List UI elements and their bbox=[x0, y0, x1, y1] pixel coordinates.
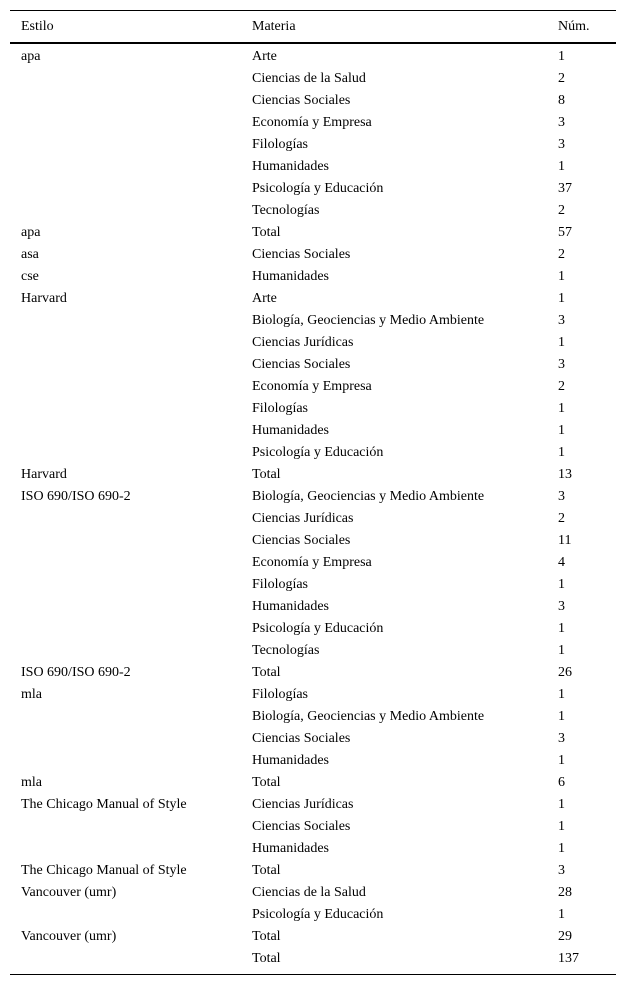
table-row bbox=[10, 310, 616, 332]
table-row bbox=[10, 838, 616, 860]
cell-num: 3 bbox=[558, 863, 565, 878]
cell-estilo bbox=[10, 574, 241, 596]
table-row bbox=[10, 684, 616, 706]
cell-estilo: Vancouver (umr) bbox=[21, 885, 117, 900]
cell-estilo bbox=[10, 750, 241, 772]
cell-estilo: ISO 690/ISO 690-2 bbox=[21, 489, 131, 504]
table-row bbox=[10, 398, 616, 420]
cell-num: 1 bbox=[558, 401, 565, 416]
table-row bbox=[10, 552, 616, 574]
cell-materia: Humanidades bbox=[252, 599, 329, 614]
cell-num: 1 bbox=[558, 335, 565, 350]
table-row bbox=[10, 376, 616, 398]
table-header bbox=[10, 11, 616, 44]
table-row bbox=[10, 178, 616, 200]
table-row bbox=[10, 288, 616, 310]
cell-estilo: mla bbox=[21, 775, 42, 790]
table-row bbox=[10, 464, 616, 486]
cell-estilo: Harvard bbox=[21, 467, 67, 482]
table-row bbox=[10, 728, 616, 750]
cell-materia: Humanidades bbox=[252, 423, 329, 438]
cell-materia: Filologías bbox=[252, 401, 309, 416]
table-row bbox=[10, 860, 616, 882]
table-row bbox=[10, 68, 616, 90]
table-row bbox=[10, 90, 616, 112]
cell-num: 1 bbox=[558, 577, 565, 592]
cell-estilo bbox=[10, 552, 241, 574]
table-row bbox=[10, 200, 616, 222]
header-materia: Materia bbox=[252, 18, 296, 34]
cell-num: 1 bbox=[558, 159, 565, 174]
cell-estilo bbox=[10, 706, 241, 728]
cell-num: 28 bbox=[558, 885, 572, 900]
cell-estilo: cse bbox=[21, 269, 39, 284]
cell-num: 4 bbox=[558, 555, 565, 570]
cell-estilo bbox=[10, 354, 241, 376]
cell-materia: Filologías bbox=[252, 137, 309, 152]
header-row bbox=[10, 11, 616, 44]
table-row bbox=[10, 772, 616, 794]
cell-materia: Ciencias Jurídicas bbox=[252, 335, 354, 350]
cell-materia: Arte bbox=[252, 49, 277, 64]
cell-num: 1 bbox=[558, 621, 565, 636]
cell-materia: Total bbox=[252, 225, 281, 240]
cell-estilo bbox=[10, 134, 241, 156]
cell-num: 2 bbox=[558, 71, 565, 86]
cell-num: 1 bbox=[558, 445, 565, 460]
cell-num: 37 bbox=[558, 181, 572, 196]
cell-estilo bbox=[10, 420, 241, 442]
cell-estilo bbox=[10, 310, 241, 332]
table-row bbox=[10, 222, 616, 244]
cell-materia: Arte bbox=[252, 291, 277, 306]
cell-estilo: The Chicago Manual of Style bbox=[21, 797, 187, 812]
cell-num: 1 bbox=[558, 291, 565, 306]
table-row bbox=[10, 706, 616, 728]
cell-num: 2 bbox=[558, 511, 565, 526]
cell-num: 3 bbox=[558, 599, 565, 614]
table-row bbox=[10, 904, 616, 926]
table-row bbox=[10, 332, 616, 354]
cell-materia: Total bbox=[252, 951, 281, 966]
table-row bbox=[10, 926, 616, 948]
cell-materia: Tecnologías bbox=[252, 643, 320, 658]
cell-materia: Humanidades bbox=[252, 159, 329, 174]
cell-materia: Psicología y Educación bbox=[252, 445, 384, 460]
cell-materia: Filologías bbox=[252, 687, 309, 702]
cell-materia: Total bbox=[252, 863, 281, 878]
cell-num: 1 bbox=[558, 269, 565, 284]
table-row bbox=[10, 420, 616, 442]
cell-materia: Total bbox=[252, 775, 281, 790]
cell-estilo bbox=[10, 332, 241, 354]
cell-materia: Ciencias Jurídicas bbox=[252, 797, 354, 812]
cell-estilo bbox=[10, 948, 241, 975]
table-row bbox=[10, 244, 616, 266]
cell-materia: Ciencias Sociales bbox=[252, 533, 351, 548]
cell-estilo bbox=[10, 442, 241, 464]
header-num: Núm. bbox=[558, 18, 590, 34]
cell-num: 1 bbox=[558, 643, 565, 658]
table-row bbox=[10, 618, 616, 640]
cell-materia: Ciencias Sociales bbox=[252, 731, 351, 746]
cell-estilo bbox=[10, 156, 241, 178]
cell-materia: Biología, Geociencias y Medio Ambiente bbox=[252, 489, 485, 504]
cell-estilo bbox=[10, 596, 241, 618]
cell-materia: Biología, Geociencias y Medio Ambiente bbox=[252, 709, 485, 724]
table-row bbox=[10, 794, 616, 816]
cell-materia: Ciencias de la Salud bbox=[252, 71, 366, 86]
cell-estilo bbox=[10, 112, 241, 134]
cell-num: 1 bbox=[558, 49, 565, 64]
cell-estilo: ISO 690/ISO 690-2 bbox=[21, 665, 131, 680]
table-row bbox=[10, 596, 616, 618]
cell-num: 8 bbox=[558, 93, 565, 108]
cell-materia: Total bbox=[252, 467, 281, 482]
citation-styles-table bbox=[10, 10, 616, 975]
cell-materia: Economía y Empresa bbox=[252, 379, 372, 394]
cell-num: 1 bbox=[558, 753, 565, 768]
cell-estilo: Harvard bbox=[21, 291, 67, 306]
cell-num: 1 bbox=[558, 423, 565, 438]
table-row bbox=[10, 442, 616, 464]
cell-materia: Humanidades bbox=[252, 753, 329, 768]
cell-materia: Tecnologías bbox=[252, 203, 320, 218]
cell-materia: Biología, Geociencias y Medio Ambiente bbox=[252, 313, 485, 328]
cell-num: 1 bbox=[558, 841, 565, 856]
cell-num: 57 bbox=[558, 225, 572, 240]
cell-materia: Filologías bbox=[252, 577, 309, 592]
cell-num: 2 bbox=[558, 247, 565, 262]
cell-estilo: apa bbox=[21, 49, 41, 64]
cell-num: 2 bbox=[558, 379, 565, 394]
cell-materia: Humanidades bbox=[252, 841, 329, 856]
cell-estilo bbox=[10, 728, 241, 750]
cell-estilo: mla bbox=[21, 687, 42, 702]
cell-materia: Humanidades bbox=[252, 269, 329, 284]
cell-estilo bbox=[10, 376, 241, 398]
cell-num: 6 bbox=[558, 775, 565, 790]
cell-materia: Psicología y Educación bbox=[252, 181, 384, 196]
cell-num: 1 bbox=[558, 797, 565, 812]
cell-estilo bbox=[10, 68, 241, 90]
table-row bbox=[10, 816, 616, 838]
cell-num: 3 bbox=[558, 115, 565, 130]
table-row bbox=[10, 156, 616, 178]
cell-materia: Total bbox=[252, 929, 281, 944]
cell-estilo bbox=[10, 200, 241, 222]
table-row bbox=[10, 882, 616, 904]
table-row bbox=[10, 530, 616, 552]
cell-estilo bbox=[10, 816, 241, 838]
cell-num: 1 bbox=[558, 687, 565, 702]
cell-estilo bbox=[10, 90, 241, 112]
cell-num: 2 bbox=[558, 203, 565, 218]
cell-estilo bbox=[10, 904, 241, 926]
table-row bbox=[10, 640, 616, 662]
cell-materia: Ciencias Sociales bbox=[252, 357, 351, 372]
cell-estilo bbox=[10, 618, 241, 640]
cell-num: 29 bbox=[558, 929, 572, 944]
cell-materia: Ciencias Sociales bbox=[252, 247, 351, 262]
table-row bbox=[10, 266, 616, 288]
cell-estilo bbox=[10, 508, 241, 530]
cell-num: 3 bbox=[558, 313, 565, 328]
cell-estilo bbox=[10, 398, 241, 420]
cell-materia: Economía y Empresa bbox=[252, 115, 372, 130]
table-row bbox=[10, 662, 616, 684]
cell-estilo: asa bbox=[21, 247, 39, 262]
cell-num: 3 bbox=[558, 137, 565, 152]
table-row bbox=[10, 354, 616, 376]
cell-estilo: The Chicago Manual of Style bbox=[21, 863, 187, 878]
cell-materia: Economía y Empresa bbox=[252, 555, 372, 570]
cell-materia: Psicología y Educación bbox=[252, 621, 384, 636]
cell-num: 13 bbox=[558, 467, 572, 482]
table-row bbox=[10, 43, 616, 68]
cell-materia: Ciencias Sociales bbox=[252, 819, 351, 834]
table-row bbox=[10, 112, 616, 134]
table-row bbox=[10, 750, 616, 772]
cell-estilo bbox=[10, 530, 241, 552]
cell-materia: Ciencias de la Salud bbox=[252, 885, 366, 900]
table-row bbox=[10, 134, 616, 156]
cell-estilo bbox=[10, 640, 241, 662]
cell-num: 137 bbox=[558, 951, 579, 966]
table-row bbox=[10, 574, 616, 596]
cell-num: 1 bbox=[558, 709, 565, 724]
cell-num: 11 bbox=[558, 533, 572, 548]
cell-estilo: apa bbox=[21, 225, 41, 240]
table-body bbox=[10, 43, 616, 975]
cell-num: 1 bbox=[558, 819, 565, 834]
header-estilo: Estilo bbox=[21, 18, 54, 34]
cell-num: 3 bbox=[558, 489, 565, 504]
cell-estilo: Vancouver (umr) bbox=[21, 929, 117, 944]
cell-num: 1 bbox=[558, 907, 565, 922]
cell-materia: Ciencias Jurídicas bbox=[252, 511, 354, 526]
cell-estilo bbox=[10, 178, 241, 200]
citation-styles-table-container bbox=[10, 10, 616, 975]
cell-estilo bbox=[10, 838, 241, 860]
cell-materia: Ciencias Sociales bbox=[252, 93, 351, 108]
cell-num: 26 bbox=[558, 665, 572, 680]
table-row bbox=[10, 508, 616, 530]
table-row bbox=[10, 486, 616, 508]
table-row bbox=[10, 948, 616, 975]
cell-materia: Psicología y Educación bbox=[252, 907, 384, 922]
cell-num: 3 bbox=[558, 357, 565, 372]
cell-materia: Total bbox=[252, 665, 281, 680]
cell-num: 3 bbox=[558, 731, 565, 746]
